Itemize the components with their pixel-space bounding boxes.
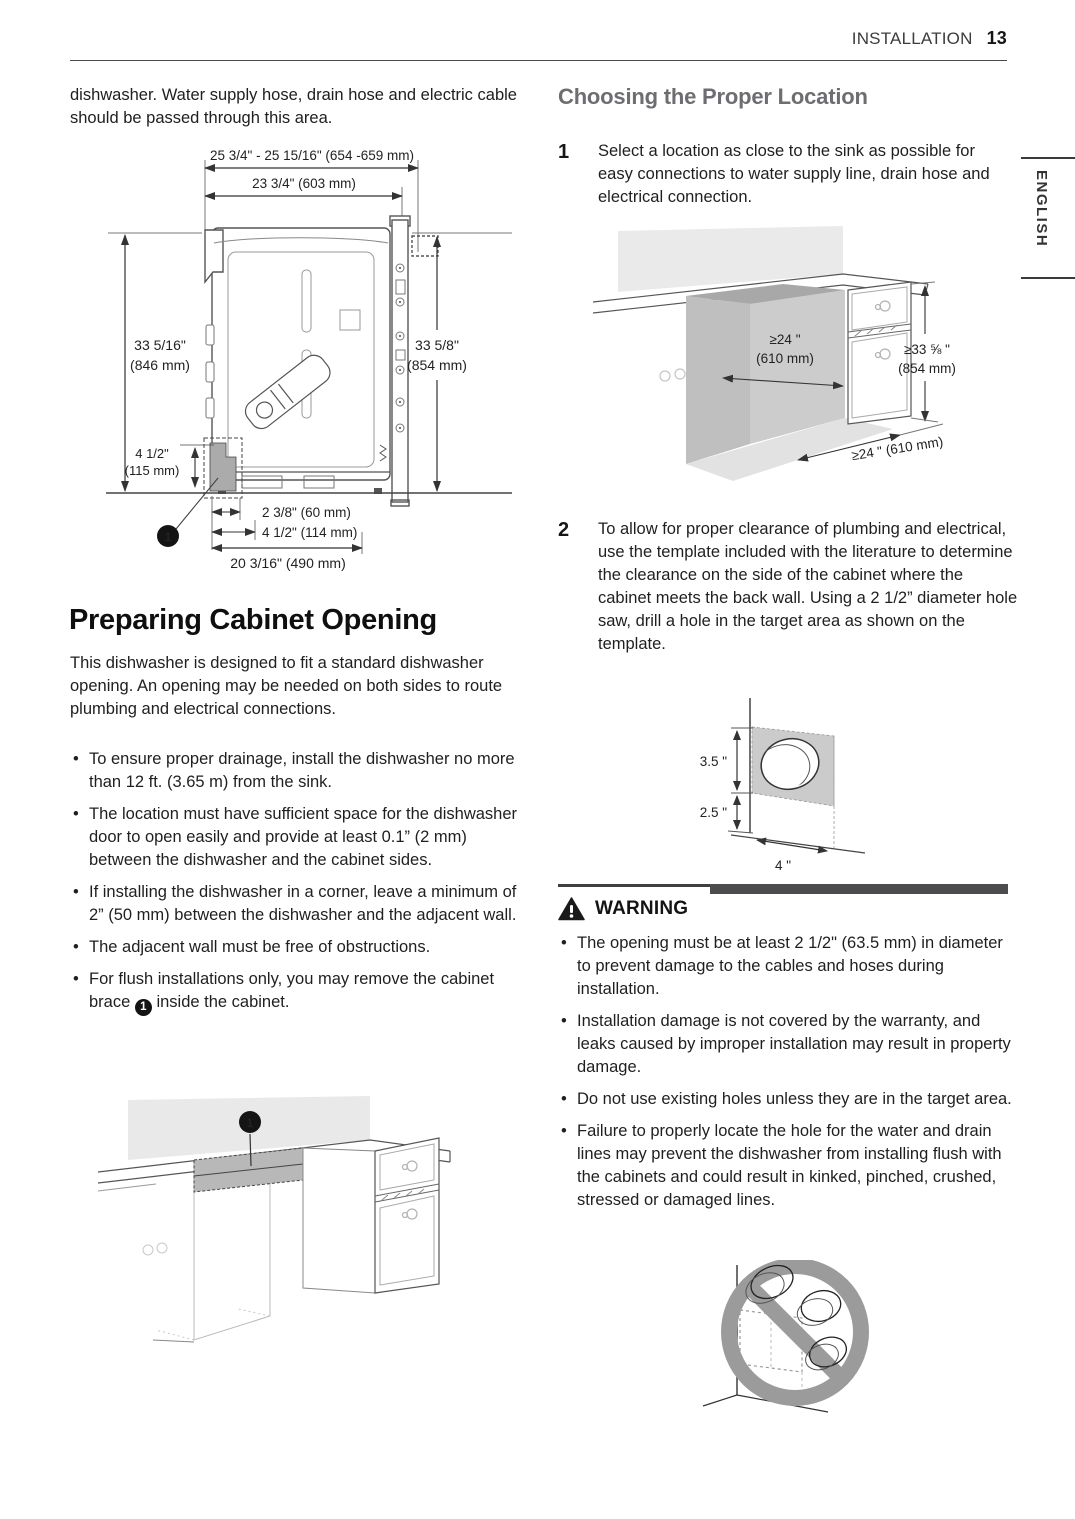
warning-title: WARNING <box>595 898 689 919</box>
preparing-bullet-list <box>70 748 528 1025</box>
dim-width-label: 4 " <box>774 858 792 873</box>
list-item: • The location must have sufficient space for the dishwasher door to open easily and provide at least 0.1” (2 mm) between the dishwasher and the cabinet sides. <box>70 803 528 872</box>
list-item: • To ensure proper drainage, install the dishwasher no more than 12 ft. (3.65 m) from the sink. <box>70 748 528 794</box>
dim-width-label: ≥24 " (610 mm) <box>850 433 945 464</box>
step-1-number: 1 <box>558 141 570 163</box>
language-tab: ENGLISH <box>1033 170 1050 248</box>
dim-brace-height-mm-label: (115 mm) <box>124 463 180 478</box>
list-item: • The opening must be at least 2 1/2" (63.5 mm) in diameter to prevent damage to the cables and hoses during installation. <box>558 932 1016 1001</box>
step-1 <box>558 140 1013 209</box>
dim-brace-height-label: 4 1/2" <box>135 446 169 461</box>
dim-base-width-label: 20 3/16" (490 mm) <box>230 555 346 571</box>
page-header <box>852 28 1007 49</box>
list-item: • Failure to properly locate the hole for the water and drain lines may prevent the dishwasher from installing flush with the cabinets and could result in kinked, pinched, crushed, stressed or damaged lines. <box>558 1120 1016 1212</box>
bullet-text-after: inside the cabinet. <box>151 993 290 1011</box>
prohibition-sign <box>729 1266 861 1398</box>
section-title-preparing-cabinet-opening: Preparing Cabinet Opening <box>69 604 437 636</box>
page-number: 13 <box>986 28 1007 48</box>
section-intro-paragraph: This dishwasher is designed to fit a standard dishwasher opening. An opening may be needed on both sides to route plumbing and electrical connections. <box>70 654 503 718</box>
warning-header <box>558 897 688 921</box>
language-tab-rule-bottom <box>1021 277 1075 279</box>
list-item: • The adjacent wall must be free of obstructions. <box>70 936 528 959</box>
callout-1-inline-badge: 1 <box>135 999 152 1016</box>
dishwasher-dimensions-figure <box>92 140 517 600</box>
dim-height-right-mm-label: (854 mm) <box>407 357 467 373</box>
dim-depth-mm-label: (610 mm) <box>756 351 814 366</box>
header-section-label: INSTALLATION <box>851 29 973 48</box>
list-item: • If installing the dishwasher in a corner, leave a minimum of 2” (50 mm) between the dishwasher and the adjacent wall. <box>70 881 528 927</box>
callout-1-number: 1 <box>164 530 172 544</box>
prohibited-holes-figure <box>678 1260 968 1505</box>
list-item <box>70 968 528 1016</box>
warning-triangle-icon <box>558 897 585 921</box>
step-2-number: 2 <box>558 519 570 541</box>
dim-offset-large-label: 4 1/2" (114 mm) <box>262 525 358 540</box>
dim-height-left-mm-label: (846 mm) <box>130 357 190 373</box>
warning-rule-thin <box>558 884 710 887</box>
callout-1-number: 1 <box>246 1116 254 1130</box>
dim-depth-label: ≥24 " <box>769 332 801 347</box>
dim-height-right-label: 33 5/8" <box>415 337 459 353</box>
bullet-text-before: For flush installations only, you may remove the cabinet brace <box>89 970 495 1011</box>
dim-top-label: 3.5 " <box>699 754 727 769</box>
location-clearance-figure <box>593 226 1013 498</box>
section-title-choosing-location: Choosing the Proper Location <box>558 84 868 109</box>
cabinet-brace-figure <box>98 1088 498 1383</box>
step-1-text: Select a location as close to the sink as possible for easy connections to water supply line, drain hose and electrical connection. <box>598 142 990 206</box>
dim-width-range-label: 25 3/4" - 25 15/16" (654 -659 mm) <box>210 148 414 163</box>
dim-bottom-label: 2.5 " <box>699 805 727 820</box>
left-intro-paragraph: dishwasher. Water supply hose, drain hose and electric cable should be passed through this area. <box>70 86 517 127</box>
opening-side-face <box>750 290 845 444</box>
hole-template-figure <box>653 690 953 880</box>
step-2-text: To allow for proper clearance of plumbing and electrical, use the template included with the literature to determine the clearance on the side of the cabinet where the cabinet meets the back wall. Using a 2 1/2” diameter hole saw, drill a hole in the target area as shown on the template. <box>598 520 1018 653</box>
language-tab-rule-top <box>1021 157 1075 159</box>
warning-bullet-list <box>558 932 1016 1221</box>
step-2 <box>558 518 1018 656</box>
list-item: • Installation damage is not covered by the warranty, and leaks caused by improper installation may result in property damage. <box>558 1010 1016 1079</box>
backsplash-shape <box>618 226 843 292</box>
dim-offset-small-label: 2 3/8" (60 mm) <box>262 505 351 520</box>
dim-width-inner-label: 23 3/4" (603 mm) <box>252 176 356 191</box>
opening-front-face <box>686 296 750 464</box>
dim-height-left-label: 33 5/16" <box>134 337 186 353</box>
dim-height-label: ≥33 ⅝ " <box>904 342 950 357</box>
list-item: • Do not use existing holes unless they are in the target area. <box>558 1088 1016 1111</box>
warning-rule-thick <box>710 884 1008 894</box>
header-rule <box>70 60 1007 61</box>
dim-height-mm-label: (854 mm) <box>898 361 956 376</box>
